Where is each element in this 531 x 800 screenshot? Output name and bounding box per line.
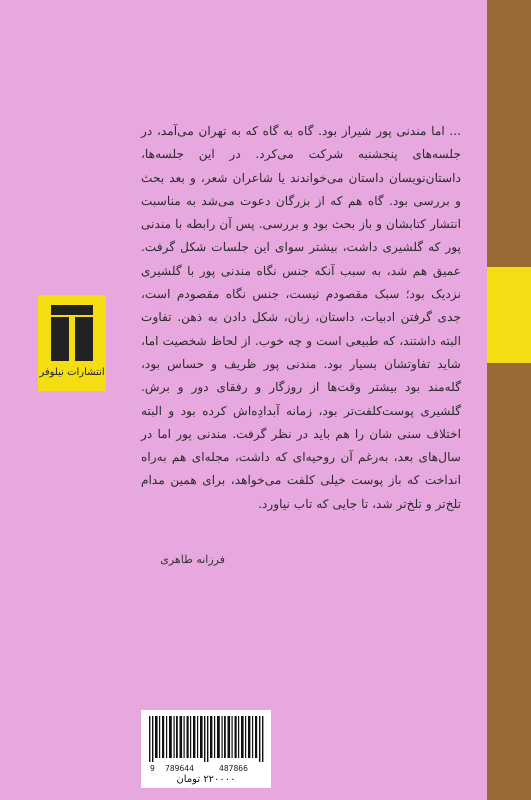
isbn-prefix: 9 bbox=[150, 764, 155, 773]
publisher-name: انتشارات نیلوفر bbox=[39, 367, 105, 378]
blurb-author: فرزانه طاهری bbox=[160, 553, 225, 566]
publisher-logo bbox=[38, 295, 106, 391]
isbn-group-2: 487866 bbox=[219, 764, 248, 773]
barcode-icon bbox=[147, 716, 265, 762]
barcode-label bbox=[141, 710, 271, 788]
isbn-group-1: 789644 bbox=[165, 764, 194, 773]
spine-accent-block bbox=[487, 267, 531, 363]
publisher-emblem-icon bbox=[49, 303, 95, 363]
spine-band bbox=[487, 0, 531, 800]
blurb-text: ... اما مندنی پور شیراز بود. گاه به گاه که به تهران می‌آمد، در جلسه‌های پنجشنبه شرکت می‌کرد. در این جلسه‌ها، داستان‌نویسان داستان می‌خواندند یا شاعران شعر، و بعد بحث و بررسی بود. گاه هم که از بزرگان دعوت می‌شد به مناسبت انتشار کتابشان و باز بحث بود و بررسی. پس آن رابطه با مندنی پور که گلشیری داشت، بیشتر سوای این جلسات شکل گرفت. عمیق هم شد، به سبب آنکه جنس نگاه مندنی پور با گلشیری نزدیک بود؛ سبک مقصودم نیست، جنس نگاه مقصودم است، جدی گرفتن ادبیات، داستان، زبان، شکل دادن به ذهن. تفاوت البته داشتند، که طبیعی است و چه خوب. از لحاظ شخصیت اما، شاید تفاوتشان بسیار بود. مندنی پور ظریف و حساس بود، گله‌مند بود بیشتر وقت‌ها از روزگار و رفقای دور و برش. گلشیری پوست‌کلفت‌تر بود، زمانه آبدادِه‌اش کرده بود و البته اختلاف سنی شان را هم باید در نظر گرفت. مندنی پور اما در سال‌های بعد، به‌رغم آن روحیه‌ای که داشت، مجله‌ای هم به‌راه انداخت که باز پوست خیلی کلفت می‌خواهد، برای همین مدام تلخ‌تر و تلخ‌تر شد، تا جایی که تاب نیاورد. bbox=[141, 124, 461, 511]
price-label: ۲۲۰۰۰۰ تومان bbox=[176, 774, 236, 785]
